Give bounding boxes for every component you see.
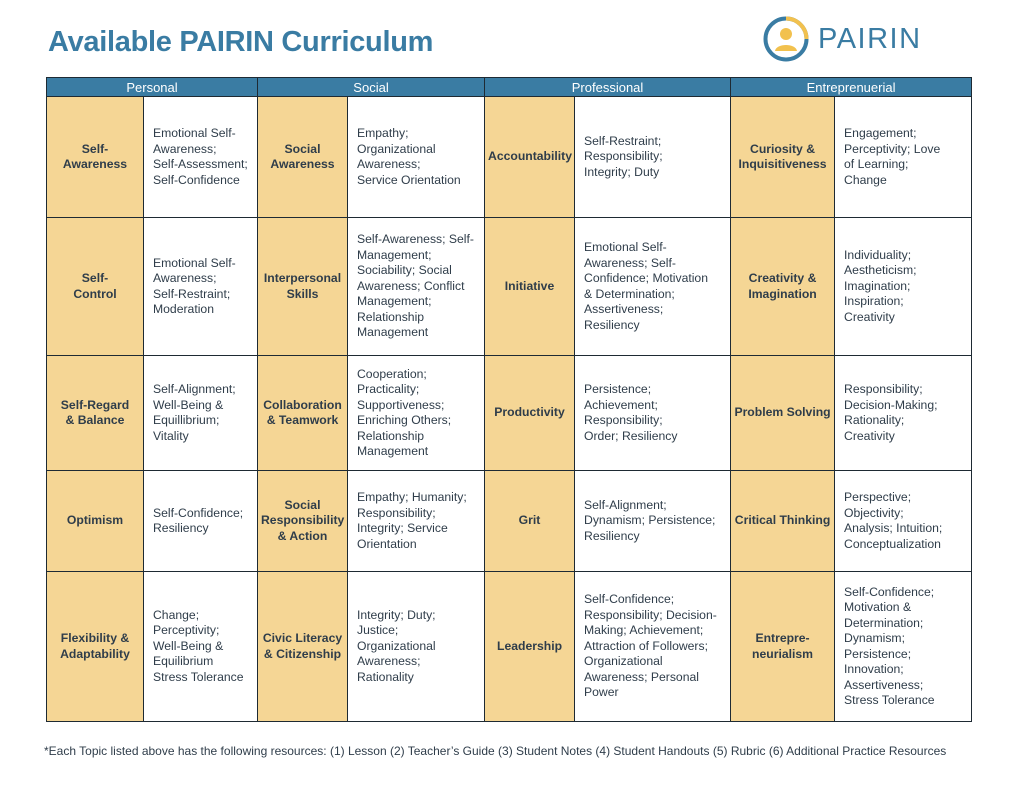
table-row [47, 471, 972, 572]
resources-cell: Responsibility; Decision-Making; Rationality; Creativity [835, 356, 972, 471]
topic-cell: Self-Regard & Balance [47, 356, 144, 471]
column-header-entrepreneurial: Entreprenuerial [731, 78, 972, 97]
topic-cell: Initiative [485, 218, 575, 356]
topic-cell: Civic Literacy & Citizenship [258, 572, 348, 722]
logo-text: PAIRIN [818, 22, 922, 55]
person-circle-logo-icon [762, 15, 810, 63]
resources-cell: Emotional Self- Awareness; Self-Restraint; Moderation [144, 218, 258, 356]
table-header-row [47, 78, 972, 97]
resources-cell: Self-Alignment; Well-Being & Equillibrium; Vitality [144, 356, 258, 471]
resources-cell: Emotional Self- Awareness; Self- Confidence; Motivation & Determination; Assertiveness; Resiliency [575, 218, 731, 356]
table-row [47, 572, 972, 722]
resources-cell: Engagement; Perceptivity; Love of Learning; Change [835, 97, 972, 218]
resources-cell: Persistence; Achievement; Responsibility; Order; Resiliency [575, 356, 731, 471]
table-row [47, 356, 972, 471]
resources-cell: Self-Confidence; Motivation & Determination; Dynamism; Persistence; Innovation; Assertiveness; Stress Tolerance [835, 572, 972, 722]
topic-cell: Problem Solving [731, 356, 835, 471]
resources-cell: Emotional Self- Awareness; Self-Assessment; Self-Confidence [144, 97, 258, 218]
resources-cell: Self-Awareness; Self- Management; Sociability; Social Awareness; Conflict Management; Relationship Management [348, 218, 485, 356]
topic-cell: Collaboration & Teamwork [258, 356, 348, 471]
resources-cell: Empathy; Humanity; Responsibility; Integrity; Service Orientation [348, 471, 485, 572]
table-row [47, 218, 972, 356]
topic-cell: Interpersonal Skills [258, 218, 348, 356]
topic-cell: Social Awareness [258, 97, 348, 218]
topic-cell: Entrepre- neurialism [731, 572, 835, 722]
topic-cell: Creativity & Imagination [731, 218, 835, 356]
resources-cell: Change; Perceptivity; Well-Being & Equilibrium Stress Tolerance [144, 572, 258, 722]
topic-cell: Curiosity & Inquisitiveness [731, 97, 835, 218]
topic-cell: Accountability [485, 97, 575, 218]
topic-cell: Self- Awareness [47, 97, 144, 218]
topic-cell: Critical Thinking [731, 471, 835, 572]
curriculum-table [46, 77, 972, 722]
resources-cell: Self-Restraint; Responsibility; Integrity; Duty [575, 97, 731, 218]
resources-cell: Self-Alignment; Dynamism; Persistence; Resiliency [575, 471, 731, 572]
topic-cell: Optimism [47, 471, 144, 572]
column-header-social: Social [258, 78, 485, 97]
table-row [47, 97, 972, 218]
topic-cell: Social Responsibility & Action [258, 471, 348, 572]
pairin-logo [762, 15, 922, 63]
footnote: *Each Topic listed above has the following resources: (1) Lesson (2) Teacher’s Guide (3) Student Notes (4) Student Handouts (5) Rubric (6) Additional Practice Resources [44, 744, 947, 758]
topic-cell: Flexibility & Adaptability [47, 572, 144, 722]
topic-cell: Leadership [485, 572, 575, 722]
topic-cell: Self- Control [47, 218, 144, 356]
resources-cell: Perspective; Objectivity; Analysis; Intuition; Conceptualization [835, 471, 972, 572]
resources-cell: Individuality; Aestheticism; Imagination; Inspiration; Creativity [835, 218, 972, 356]
resources-cell: Self-Confidence; Responsibility; Decision- Making; Achievement; Attraction of Followers; Organizational Awareness; Personal Power [575, 572, 731, 722]
resources-cell: Empathy; Organizational Awareness; Service Orientation [348, 97, 485, 218]
resources-cell: Integrity; Duty; Justice; Organizational Awareness; Rationality [348, 572, 485, 722]
column-header-personal: Personal [47, 78, 258, 97]
page-title: Available PAIRIN Curriculum [48, 26, 434, 58]
topic-cell: Productivity [485, 356, 575, 471]
resources-cell: Cooperation; Practicality; Supportiveness; Enriching Others; Relationship Management [348, 356, 485, 471]
column-header-professional: Professional [485, 78, 731, 97]
resources-cell: Self-Confidence; Resiliency [144, 471, 258, 572]
topic-cell: Grit [485, 471, 575, 572]
